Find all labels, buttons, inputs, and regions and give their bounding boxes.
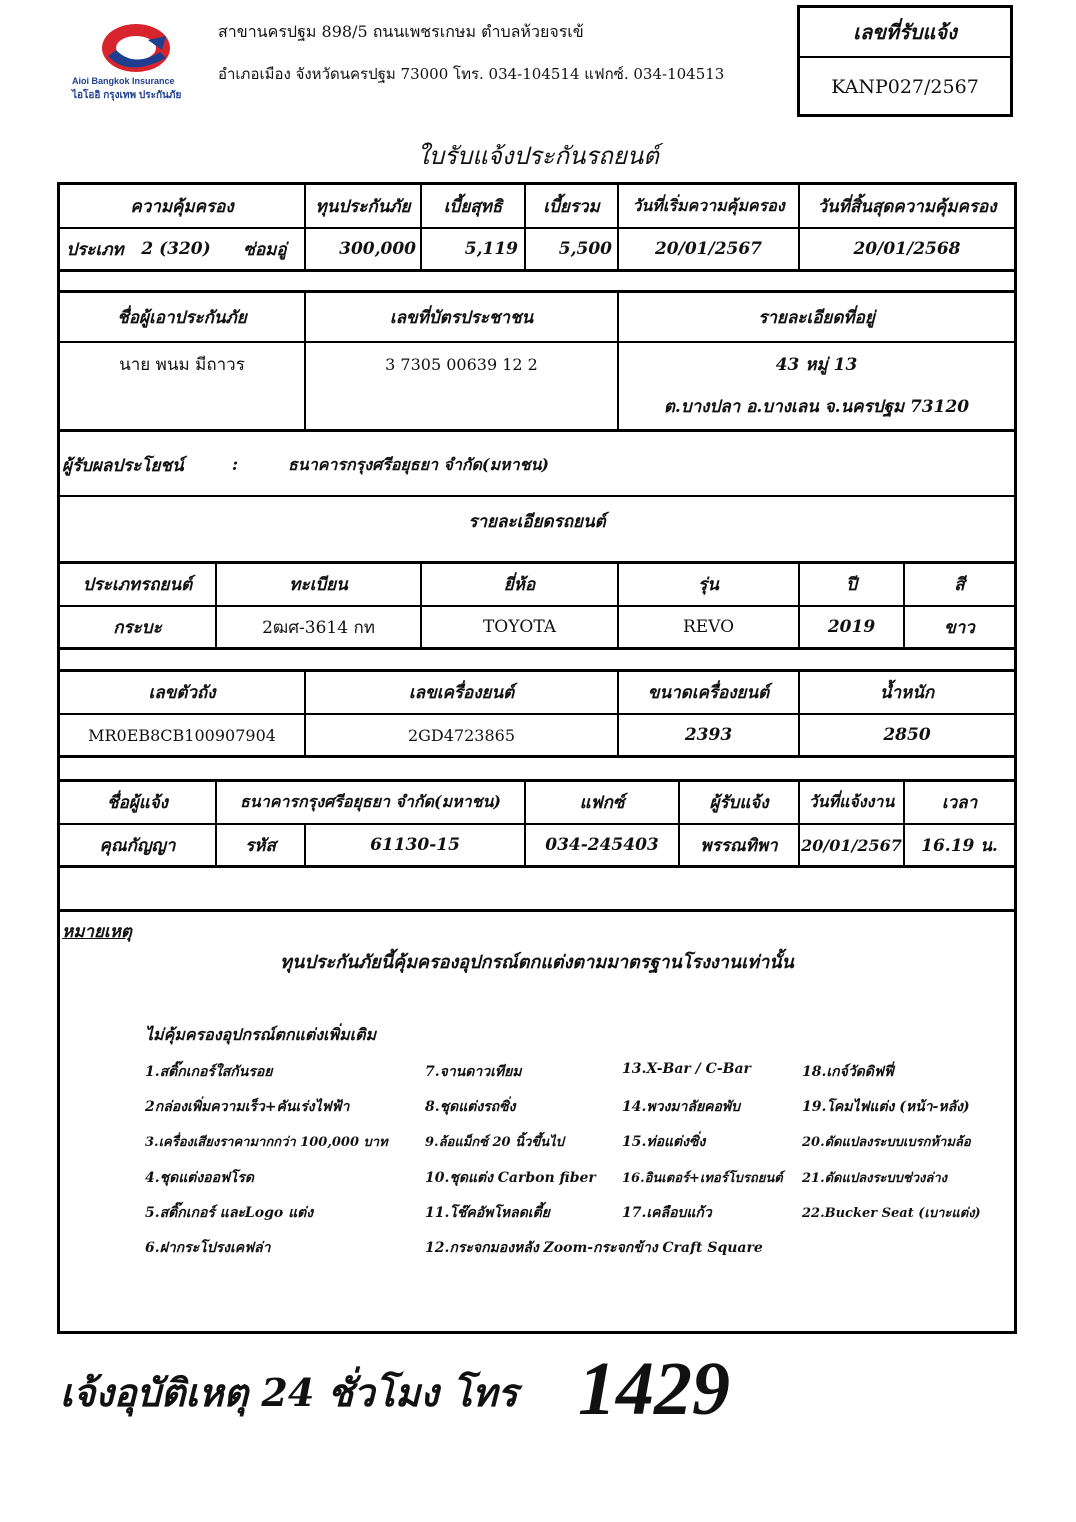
exclusion-item: 13.X-Bar / C-Bar xyxy=(622,1061,751,1077)
rule xyxy=(60,269,1014,272)
exclusion-item: 2กล่องเพิ่มความเร็ว+คันเร่งไฟฟ้า xyxy=(145,1099,350,1115)
remarks-subtitle: ไม่คุ้มครองอุปกรณ์ตกแต่งเพิ่มเติม xyxy=(145,1025,377,1044)
aioi-logo-icon xyxy=(68,18,208,80)
time-value: 16.19 น. xyxy=(921,835,998,856)
address-header: รายละเอียดที่อยู่ xyxy=(758,307,875,328)
notifier-name-value: คุณกัญญา xyxy=(99,835,176,856)
rule xyxy=(60,429,1014,432)
exclusion-item: 19.โคมไฟแต่ง (หน้า-หลัง) xyxy=(802,1099,970,1115)
model-value: REVO xyxy=(682,617,735,637)
exclusion-item: 17.เคลือบแก้ว xyxy=(622,1205,712,1221)
exclusion-item: 10.ชุดแต่ง Carbon fiber xyxy=(425,1170,596,1186)
rule xyxy=(60,909,1014,912)
exclusion-item: 18.เกจ์วัดดิฟฟี่ xyxy=(802,1064,894,1080)
branch-address-line2: อำเภอเมือง จังหวัดนครปฐม 73000 โทร. 034-104514 แฟกซ์. 034-104513 xyxy=(218,65,725,83)
exclusion-item: 15.ท่อแต่งซิ่ง xyxy=(622,1134,706,1150)
chassis-no-value: MR0EB8CB100907904 xyxy=(88,725,276,745)
exclusion-item: 7.จานดาวเทียม xyxy=(425,1064,522,1080)
exclusion-item: 11.โช๊คอัพโหลดเตี้ย xyxy=(425,1205,550,1221)
beneficiary-label: ผู้รับผลประโยชน์ xyxy=(62,455,184,476)
model-header: รุ่น xyxy=(698,575,719,595)
address-line2: ต.บางปลา อ.บางเลน จ.นครปฐม 73120 xyxy=(663,396,970,417)
code-label: รหัส xyxy=(245,835,276,856)
beneficiary-colon: : xyxy=(231,455,239,475)
exclusion-item: 6.ฝากระโปรงเคฟล่า xyxy=(145,1240,271,1256)
receiver-header: ผู้รับแจ้ง xyxy=(709,793,769,813)
logo-text-en: Aioi Bangkok Insurance xyxy=(72,76,175,86)
repair-label: ซ่อมอู่ xyxy=(243,239,287,260)
notifier-name-header: ชื่อผู้แจ้ง xyxy=(107,793,168,813)
rule xyxy=(60,647,1014,650)
total-premium-value: 5,500 xyxy=(558,239,612,259)
registration-header: ทะเบียน xyxy=(289,575,348,595)
notice-number-value: KANP027/2567 xyxy=(831,76,979,98)
chassis-no-header: เลขตัวถัง xyxy=(148,683,216,703)
net-premium-value: 5,119 xyxy=(464,239,518,259)
exclusion-item: 12.กระจกมองหลัง Zoom-กระจกข้าง Craft Square xyxy=(425,1240,763,1256)
company-logo xyxy=(68,18,208,108)
remarks-label: หมายเหตุ xyxy=(62,922,132,942)
registration-value: 2ฒศ-3614 กท xyxy=(262,617,375,638)
exclusion-item: 8.ชุดแต่งรถซิ่ง xyxy=(425,1099,516,1115)
weight-header: น้ำหนัก xyxy=(879,683,935,703)
brand-header: ยี่ห้อ xyxy=(503,575,536,595)
exclusion-item: 16.อินเตอร์+เทอร์โบรถยนต์ xyxy=(622,1171,783,1186)
engine-no-value: 2GD4723865 xyxy=(407,725,516,745)
type-label: ประเภท xyxy=(66,239,124,260)
code-value: 61130-15 xyxy=(370,835,460,855)
end-date-value: 20/01/2568 xyxy=(853,239,961,259)
color-header: สี xyxy=(954,575,965,595)
engine-no-header: เลขเครื่องยนต์ xyxy=(408,683,515,703)
accident-hotline-number: 1429 xyxy=(578,1347,730,1431)
coverage-header: ความคุ้มครอง xyxy=(130,196,234,217)
exclusion-item: 3.เครื่องเสียงราคามากกว่า 100,000 บาท xyxy=(145,1135,388,1150)
id-card-header: เลขที่บัตรประชาชน xyxy=(389,307,534,328)
start-date-header: วันที่เริ่มความคุ้มครอง xyxy=(632,195,785,215)
notify-date-header: วันที่แจ้งงาน xyxy=(808,792,895,811)
year-header: ปี xyxy=(846,575,857,595)
notifier-company: ธนาคารกรุงศรีอยุธยา จำกัด(มหาชน) xyxy=(240,792,501,811)
receiver-value: พรรณทิพา xyxy=(700,835,778,856)
weight-value: 2850 xyxy=(883,725,931,745)
engine-size-header: ขนาดเครื่องยนต์ xyxy=(647,683,770,703)
insured-name-header: ชื่อผู้เอาประกันภัย xyxy=(117,307,247,328)
rule xyxy=(60,865,1014,868)
fax-header: แฟกซ์ xyxy=(579,793,625,813)
exclusion-item: 22.Bucker Seat (เบาะแต่ง) xyxy=(802,1206,981,1221)
type-value: 2 (320) xyxy=(141,239,211,259)
beneficiary-value: ธนาคารกรุงศรีอยุธยา จำกัด(มหาชน) xyxy=(288,454,549,474)
exclusion-item: 14.พวงมาลัยคอพับ xyxy=(622,1099,741,1115)
notify-date-value: 20/01/2567 xyxy=(801,835,902,855)
notice-number-box xyxy=(797,5,1013,117)
form-table xyxy=(57,182,1017,1334)
brand-value: TOYOTA xyxy=(482,617,557,637)
year-value: 2019 xyxy=(827,617,876,637)
exclusion-item: 9.ล้อแม็กซ์ 20 นิ้วขึ้นไป xyxy=(425,1135,564,1150)
notice-number-label: เลขที่รับแจ้ง xyxy=(800,8,1010,58)
start-date-value: 20/01/2567 xyxy=(654,239,763,259)
sum-insured-value: 300,000 xyxy=(339,239,416,259)
net-premium-header: เบี้ยสุทธิ xyxy=(443,196,503,217)
page-title: ใบรับแจ้งประกันรถยนต์ xyxy=(417,142,659,170)
exclusion-item: 4.ชุดแต่งออฟโรด xyxy=(145,1170,255,1186)
vehicle-type-value: กระบะ xyxy=(113,617,162,638)
fax-value: 034-245403 xyxy=(545,835,659,855)
time-header: เวลา xyxy=(941,793,978,813)
address-line1: 43 หมู่ 13 xyxy=(775,354,858,375)
rule xyxy=(60,341,1014,343)
rule xyxy=(60,755,1014,758)
vehicle-type-header: ประเภทรถยนต์ xyxy=(82,575,193,595)
engine-size-value: 2393 xyxy=(684,725,733,745)
accident-hotline-text: เจ้งอุบัติเหตุ 24 ชั่วโมง โทร xyxy=(60,1370,518,1415)
vehicle-section-title: รายละเอียดรถยนต์ xyxy=(468,511,606,532)
remarks-main: ทุนประกันภัยนี้คุ้มครองอุปกรณ์ตกแต่งตามมาตรฐานโรงงานเท่านั้น xyxy=(280,952,794,973)
exclusion-item: 1.สติ๊กเกอร์ใสกันรอย xyxy=(145,1064,273,1080)
exclusion-item: 20.ดัดแปลงระบบเบรกห้ามล้อ xyxy=(802,1135,971,1150)
sum-insured-header: ทุนประกันภัย xyxy=(315,196,411,217)
color-value: ขาว xyxy=(944,617,975,638)
end-date-header: วันที่สิ้นสุดความคุ้มครอง xyxy=(817,196,997,217)
exclusion-item: 21.ดัดแปลงระบบช่วงล่าง xyxy=(802,1171,947,1186)
id-card-value: 3 7305 00639 12 2 xyxy=(385,354,538,374)
total-premium-header: เบี้ยรวม xyxy=(543,196,600,217)
branch-address-line1: สาขานครปฐม 898/5 ถนนเพชรเกษม ตำบลห้วยจรเข้ xyxy=(218,22,584,41)
logo-text-th: ไอโออิ กรุงเทพ ประกันภัย xyxy=(72,90,182,101)
insured-name-value: นาย พนม มีถาวร xyxy=(119,354,245,375)
exclusion-item: 5.สติ๊กเกอร์ และLogo แต่ง xyxy=(145,1205,314,1221)
